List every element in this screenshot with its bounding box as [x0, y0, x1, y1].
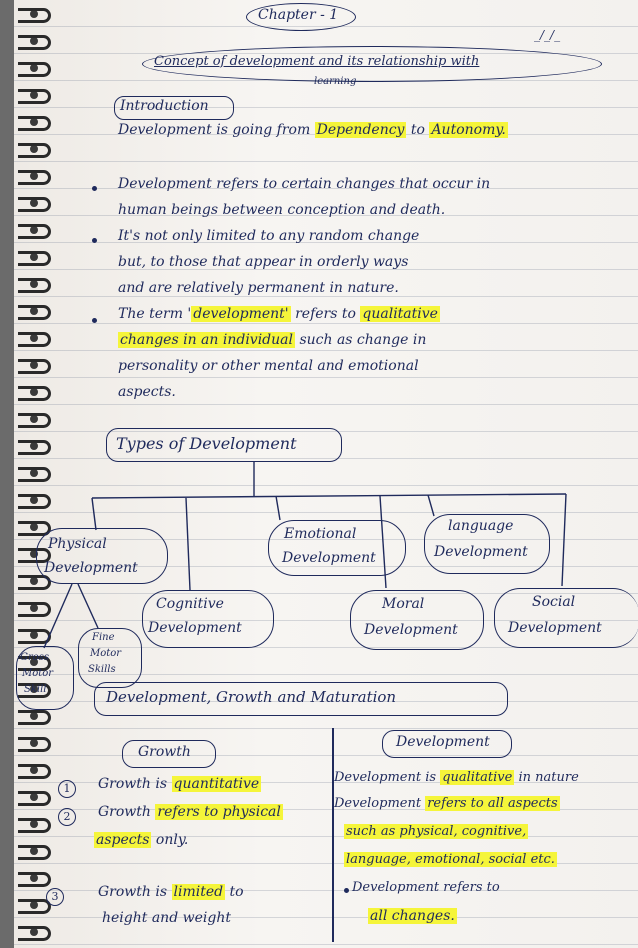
types-heading: Types of Development [116, 434, 297, 453]
cognitive-label-2: Development [148, 620, 242, 636]
para-line: aspects. [118, 384, 176, 400]
notebook-page [14, 0, 638, 948]
physical-label-2: Development [44, 560, 138, 576]
para2-term: development' [193, 306, 289, 322]
row-number-2: 2 [58, 808, 76, 826]
bullet [344, 888, 349, 893]
growth-r2a: Growth [98, 804, 151, 820]
dev-row4 [344, 852, 557, 867]
para2-a: The term ' [118, 306, 192, 322]
para2-qual: qualitative [362, 306, 438, 322]
dev-r2a: Development [334, 796, 422, 811]
fine-label: Fine [92, 632, 115, 643]
growth-row1 [98, 776, 261, 792]
para-line: personality or other mental and emotional [118, 358, 419, 374]
language-label-2: Development [434, 544, 528, 560]
growth-r3b: to [229, 884, 244, 900]
para2-hl: changes in an individual [120, 332, 293, 348]
dev-r1b: in nature [518, 770, 579, 785]
growth-r2hl: refers to physical [157, 804, 281, 820]
intro-autonomy: Autonomy. [431, 122, 506, 138]
moral-label-2: Development [364, 622, 458, 638]
intro-dependency: Dependency [316, 122, 405, 138]
growth-r1hl: quantitative [173, 776, 260, 792]
dev-r4hl: language, emotional, social etc. [346, 852, 555, 867]
date-mark: _/_/_ [534, 28, 561, 42]
growth-r3a: Growth is [98, 884, 168, 900]
para2-b: refers to [295, 306, 356, 322]
gross-label-3: Skill [24, 684, 47, 695]
emotional-label: Emotional [284, 526, 357, 542]
fine-label-2: Motor [90, 648, 122, 659]
social-label-2: Development [508, 620, 602, 636]
para-line: human beings between conception and death. [118, 202, 446, 218]
dev-row6 [368, 908, 457, 924]
growth-row2 [98, 804, 283, 820]
dev-heading: Development [396, 734, 490, 750]
gross-label: Gross [20, 652, 50, 663]
row-number-1: 1 [58, 780, 76, 798]
page-title-2: learning [314, 76, 357, 87]
dev-r2hl: refers to all aspects [427, 796, 558, 811]
physical-label: Physical [48, 536, 107, 552]
para-line: Development refers to certain changes that occur in [118, 176, 491, 192]
fine-label-3: Skills [88, 664, 116, 675]
growth-heading: Growth [138, 744, 191, 760]
dev-row5: Development refers to [352, 880, 500, 895]
growth-row3c: height and weight [102, 910, 231, 926]
section2-heading: Development, Growth and Maturation [106, 688, 397, 706]
page-title: Concept of development and its relationship with [154, 54, 480, 69]
growth-r2b: only. [155, 832, 189, 848]
cognitive-label: Cognitive [156, 596, 224, 612]
growth-r1a: Growth is [98, 776, 168, 792]
chapter-title: Chapter - 1 [258, 7, 339, 23]
dev-r3hl: such as physical, cognitive, [346, 824, 527, 839]
dev-row1 [334, 770, 579, 785]
growth-r2b-hl: aspects [96, 832, 150, 848]
para-line: but, to those that appear in orderly ways [118, 254, 409, 270]
dev-r1a: Development is [334, 770, 437, 785]
para-line: and are relatively permanent in nature. [118, 280, 399, 296]
social-label: Social [532, 594, 576, 610]
gross-label-2: Motor [22, 668, 54, 679]
language-label: language [448, 518, 514, 534]
intro-to: to [410, 122, 425, 138]
dev-r6hl: all changes. [370, 908, 455, 924]
row-number-3: 3 [46, 888, 64, 906]
para-line: It's not only limited to any random change [118, 228, 420, 244]
moral-label: Moral [382, 596, 425, 612]
intro-heading: Introduction [120, 98, 209, 114]
column-divider [332, 728, 334, 942]
growth-row3 [98, 884, 244, 900]
growth-row2b [94, 832, 188, 848]
dev-r1hl: qualitative [442, 770, 513, 785]
intro-text: Development is going from [118, 122, 311, 138]
growth-r3hl: limited [173, 884, 224, 900]
dev-row2 [334, 796, 560, 811]
dev-row3 [344, 824, 528, 839]
para2-rest: such as change in [299, 332, 427, 348]
emotional-label-2: Development [282, 550, 376, 566]
